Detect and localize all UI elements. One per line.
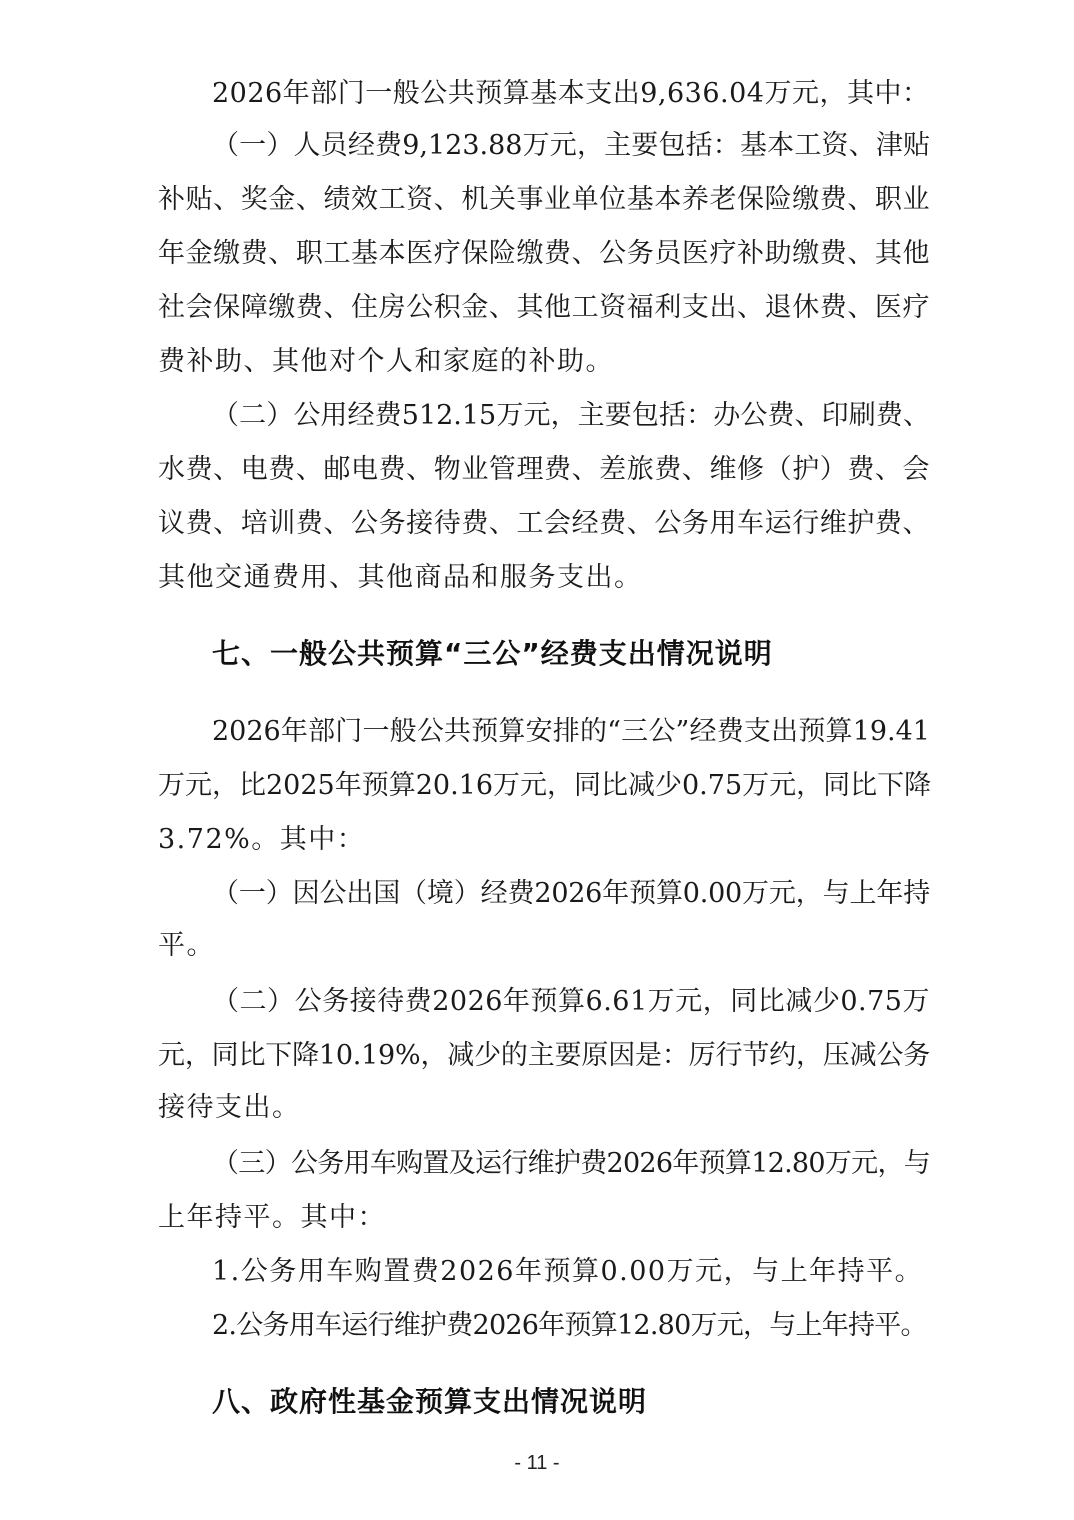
public-expense-line-3: 议费、培训费、公务接待费、工会经费、公务用车运行维护费、 bbox=[158, 508, 930, 539]
personnel-expense-line-4: 社会保障缴费、住房公积金、其他工资福利支出、退休费、医疗 bbox=[158, 292, 930, 323]
official-vehicle-line-1: （三）公务用车购置及运行维护费2026年预算12.80万元，与 bbox=[212, 1148, 930, 1179]
three-public-summary-line-3: 3.72%。其中： bbox=[158, 824, 366, 855]
overseas-travel-line-1: （一）因公出国（境）经费2026年预算0.00万元，与上年持 bbox=[212, 878, 930, 909]
reception-expense-line-2: 元，同比下降10.19%，减少的主要原因是：厉行节约，压减公务 bbox=[158, 1040, 930, 1071]
public-expense-line-1: （二）公用经费512.15万元，主要包括：办公费、印刷费、 bbox=[212, 400, 930, 431]
reception-expense-line-3: 接待支出。 bbox=[158, 1092, 301, 1123]
overseas-travel-line-2: 平。 bbox=[158, 930, 215, 961]
three-public-summary-line-1: 2026年部门一般公共预算安排的“三公”经费支出预算19.41 bbox=[212, 716, 930, 747]
official-vehicle-line-2: 上年持平。其中： bbox=[158, 1202, 386, 1233]
reception-expense-line-1: （二）公务接待费2026年预算6.61万元，同比减少0.75万 bbox=[212, 986, 930, 1017]
page-number: - 11 - bbox=[514, 1452, 560, 1474]
basic-expenditure-line: 2026年部门一般公共预算基本支出9,636.04万元，其中： bbox=[212, 78, 930, 109]
personnel-expense-line-5: 费补助、其他对个人和家庭的补助。 bbox=[158, 346, 614, 377]
personnel-expense-line-1: （一）人员经费9,123.88万元，主要包括：基本工资、津贴 bbox=[212, 130, 930, 161]
personnel-expense-line-3: 年金缴费、职工基本医疗保险缴费、公务员医疗补助缴费、其他 bbox=[158, 238, 930, 269]
public-expense-line-4: 其他交通费用、其他商品和服务支出。 bbox=[158, 562, 643, 593]
section-heading-seven: 七、一般公共预算“三公”经费支出情况说明 bbox=[212, 637, 773, 670]
section-heading-eight: 八、政府性基金预算支出情况说明 bbox=[212, 1385, 648, 1418]
public-expense-line-2: 水费、电费、邮电费、物业管理费、差旅费、维修（护）费、会 bbox=[158, 454, 930, 485]
vehicle-maintenance-line: 2.公务用车运行维护费2026年预算12.80万元，与上年持平。 bbox=[212, 1310, 927, 1341]
vehicle-purchase-line: 1.公务用车购置费2026年预算0.00万元，与上年持平。 bbox=[212, 1256, 924, 1287]
three-public-summary-line-2: 万元，比2025年预算20.16万元，同比减少0.75万元，同比下降 bbox=[158, 770, 932, 801]
personnel-expense-line-2: 补贴、奖金、绩效工资、机关事业单位基本养老保险缴费、职业 bbox=[158, 184, 930, 215]
